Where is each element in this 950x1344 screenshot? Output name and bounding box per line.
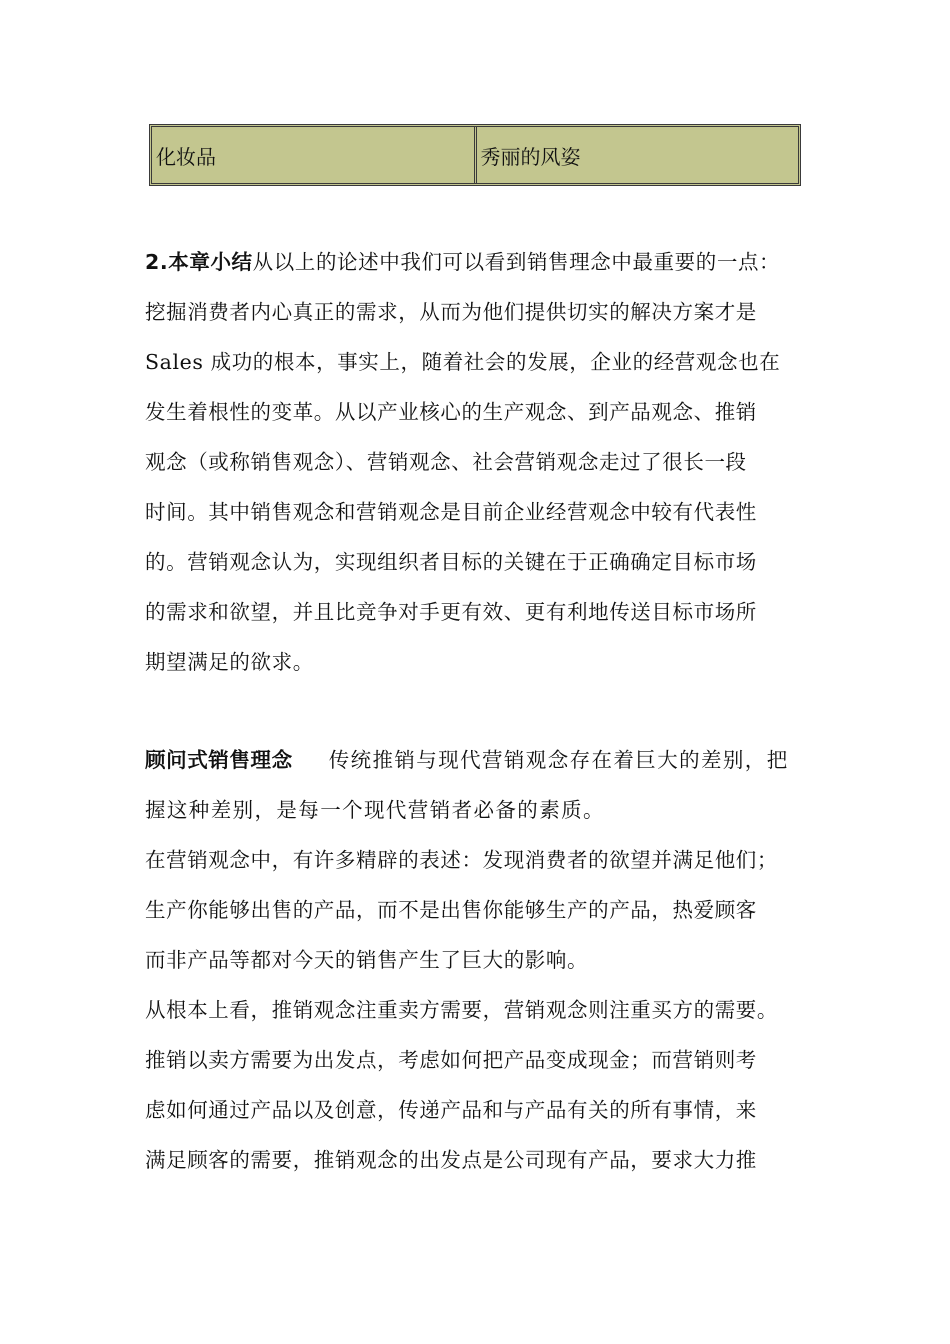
paragraph-line: 挖掘消费者内心真正的需求，从而为他们提供切实的解决方案才是 [145, 300, 757, 324]
section-heading: 顾问式销售理念 [145, 748, 293, 772]
paragraph-line: 满足顾客的需要，推销观念的出发点是公司现有产品，要求大力推 [145, 1148, 757, 1172]
paragraph-line: 发生着根性的变革。从以产业核心的生产观念、到产品观念、推销 [145, 400, 757, 424]
table-row [149, 124, 801, 186]
paragraph-line: 时间。其中销售观念和营销观念是目前企业经营观念中较有代表性 [145, 500, 757, 524]
paragraph-line: 推销以卖方需要为出发点，考虑如何把产品变成现金；而营销则考 [145, 1048, 757, 1072]
paragraph-line: 而非产品等都对今天的销售产生了巨大的影响。 [145, 948, 589, 972]
paragraph-line: 虑如何通过产品以及创意，传递产品和与产品有关的所有事情，来 [145, 1098, 757, 1122]
table-cell-product: 化妆品 [156, 144, 216, 169]
paragraph-line: 2.本章小结从以上的论述中我们可以看到销售理念中最重要的一点： [145, 250, 781, 274]
table-cell-benefit: 秀丽的风姿 [474, 127, 799, 183]
paragraph-line: 生产你能够出售的产品，而不是出售你能够生产的产品，热爱顾客 [145, 898, 757, 922]
paragraph-line: 的需求和欲望，并且比竞争对手更有效、更有利地传送目标市场所 [145, 600, 757, 624]
section-consultative-selling [145, 735, 825, 1185]
paragraph-line: Sales 成功的根本，事实上，随着社会的发展，企业的经营观念也在 [145, 350, 781, 374]
paragraph-line: 顾问式销售理念 传统推销与现代营销观念存在着巨大的差别，把 [145, 748, 789, 772]
paragraph-line: 的。营销观念认为，实现组织者目标的关键在于正确确定目标市场 [145, 550, 757, 574]
paragraph-line: 握这种差别，是每一个现代营销者必备的素质。 [145, 798, 605, 822]
paragraph-line: 观念（或称销售观念）、营销观念、社会营销观念走过了很长一段 [145, 450, 747, 474]
paragraph-line: 在营销观念中，有许多精辟的表述：发现消费者的欲望并满足他们； [145, 848, 778, 872]
section-heading: 2.本章小结 [145, 250, 253, 274]
paragraph-line: 从根本上看，推销观念注重卖方需要，营销观念则注重买方的需要。 [145, 998, 778, 1022]
paragraph-line: 期望满足的欲求。 [145, 650, 314, 674]
section-summary [145, 237, 825, 687]
